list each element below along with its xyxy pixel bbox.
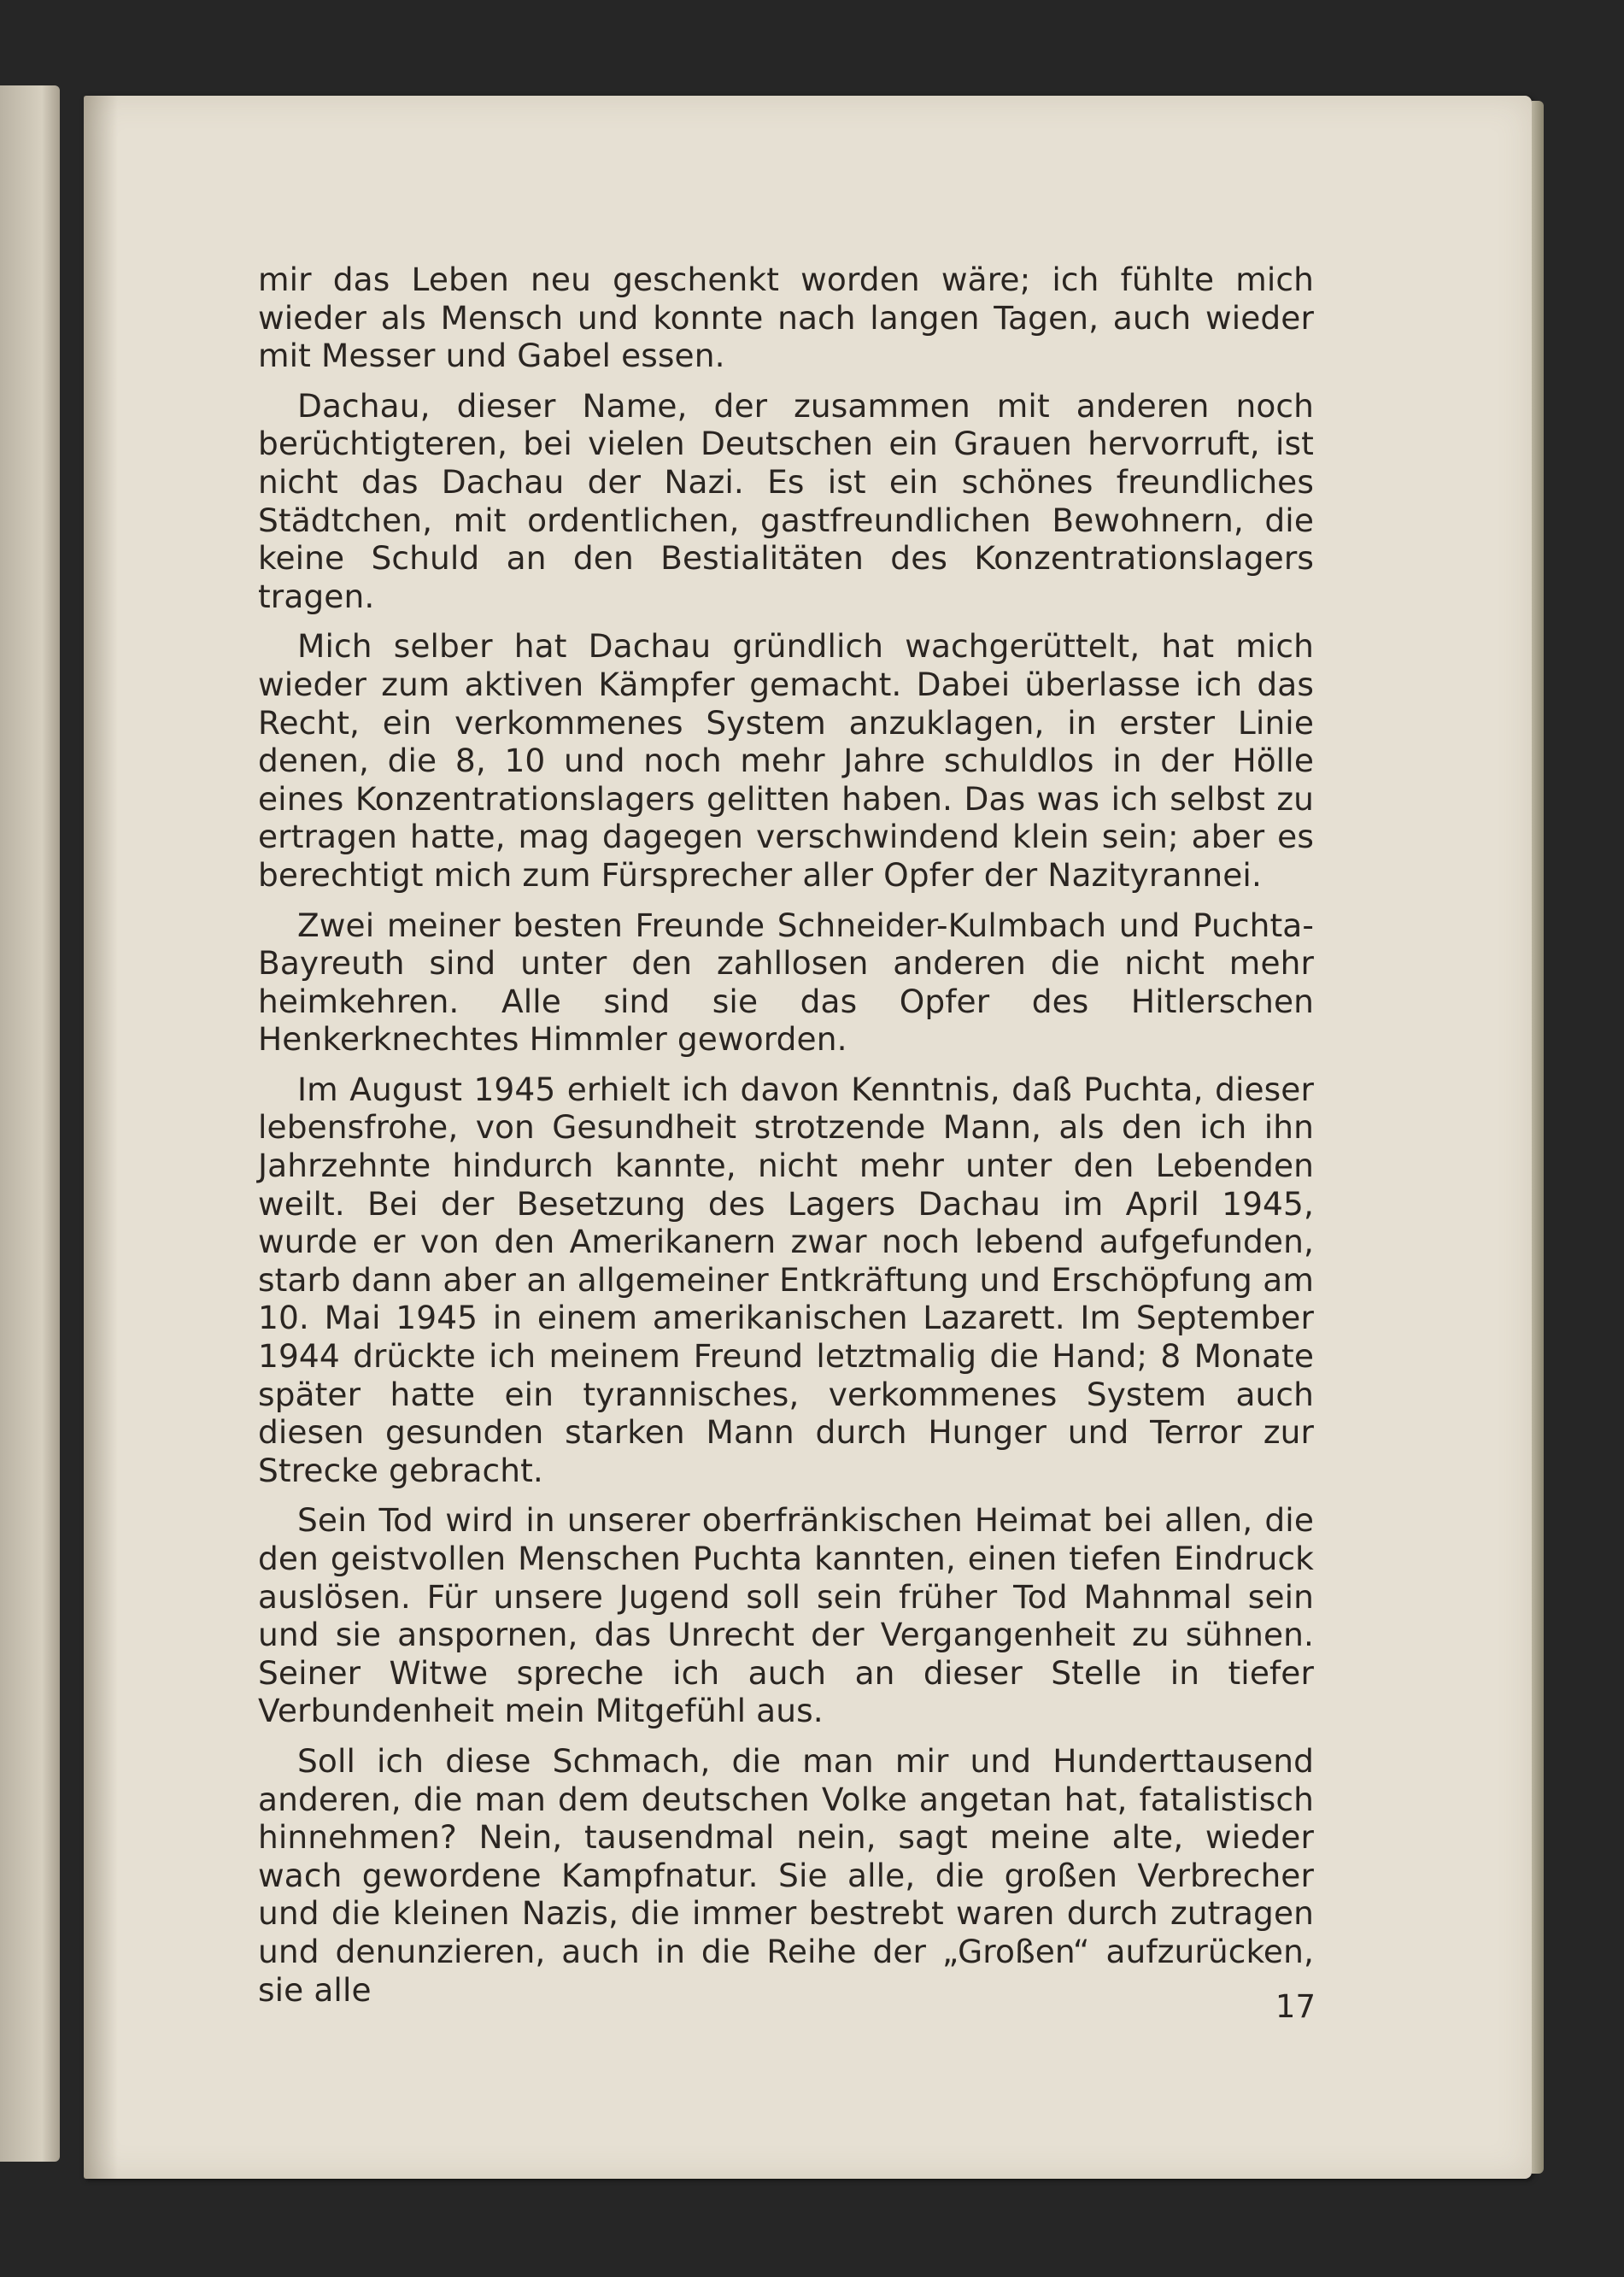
paragraph-7: Soll ich diese Schmach, die man mir und Hunderttausend anderen, die man dem deutschen Volke angetan hat, fatalistisch hinnehmen? Nein, tausendmal nein, sagt meine alte, wieder wach gewordene Kampfnatur. Sie alle, die großen Verbrecher und die kleinen Nazis, die immer bestrebt waren durch zutragen und denunzieren, auch in die Reihe der „Großen“ aufzurücken, sie alle	[258, 1741, 1314, 2009]
paragraph-1: mir das Leben neu geschenkt worden wäre; ich fühlte mich wieder als Mensch und konnte nach langen Tagen, auch wieder mit Messer und Gabel essen.	[258, 261, 1314, 375]
paragraph-3: Mich selber hat Dachau gründlich wachgerüttelt, hat mich wieder zum aktiven Kämpfer gemacht. Dabei überlasse ich das Recht, ein verkommenes System anzuklagen, in erster Linie denen, die 8, 10 und noch mehr Jahre schuldlos in der Hölle eines Konzentrationslagers gelitten haben. Das was ich selbst zu ertragen hatte, mag dagegen verschwindend klein sein; aber es berechtigt mich zum Fürsprecher aller Opfer der Nazityrannei.	[258, 627, 1314, 894]
paragraph-4: Zwei meiner besten Freunde Schneider-Kulmbach und Puchta-Bayreuth sind unter den zahllosen anderen die nicht mehr heimkehren. Alle sind sie das Opfer des Hitlerschen Henkerknechtes Himmler geworden.	[258, 906, 1314, 1059]
page-right-edge	[1532, 101, 1544, 2174]
paragraph-2: Dachau, dieser Name, der zusammen mit anderen noch berüchtigteren, bei vielen Deutschen ein Grauen hervorruft, ist nicht das Dachau der Nazi. Es ist ein schönes freundliches Städtchen, mit ordentlichen, gastfreundlichen Bewohnern, die keine Schuld an den Bestialitäten des Konzentrationslagers tragen.	[258, 386, 1314, 615]
body-text	[258, 261, 1314, 2021]
paragraph-5: Im August 1945 erhielt ich davon Kenntnis, daß Puchta, dieser lebensfrohe, von Gesundheit strotzende Mann, als den ich ihn Jahrzehnte hindurch kannte, nicht mehr unter den Lebenden weilt. Bei der Besetzung des Lagers Dachau im April 1945, wurde er von den Amerikanern zwar noch lebend aufgefunden, starb dann aber an allgemeiner Entkräftung und Erschöpfung am 10. Mai 1945 in einem amerikanischen Lazarett. Im September 1944 drückte ich meinem Freund letztmalig die Hand; 8 Monate später hatte ein tyrannisches, verkommenes System auch diesen gesunden starken Mann durch Hunger und Terror zur Strecke gebracht.	[258, 1070, 1314, 1489]
paragraph-6: Sein Tod wird in unserer oberfränkischen Heimat bei allen, die den geistvollen Menschen Puchta kannten, einen tiefen Eindruck auslösen. Für unsere Jugend soll sein früher Tod Mahnmal sein und sie anspornen, das Unrecht der Vergangenheit zu sühnen. Seiner Witwe spreche ich auch an dieser Stelle in tiefer Verbundenheit mein Mitgefühl aus.	[258, 1501, 1314, 1730]
page-number: 17	[1275, 1988, 1316, 2025]
gutter-shadow	[84, 96, 118, 2179]
left-page-edge	[0, 85, 60, 2162]
